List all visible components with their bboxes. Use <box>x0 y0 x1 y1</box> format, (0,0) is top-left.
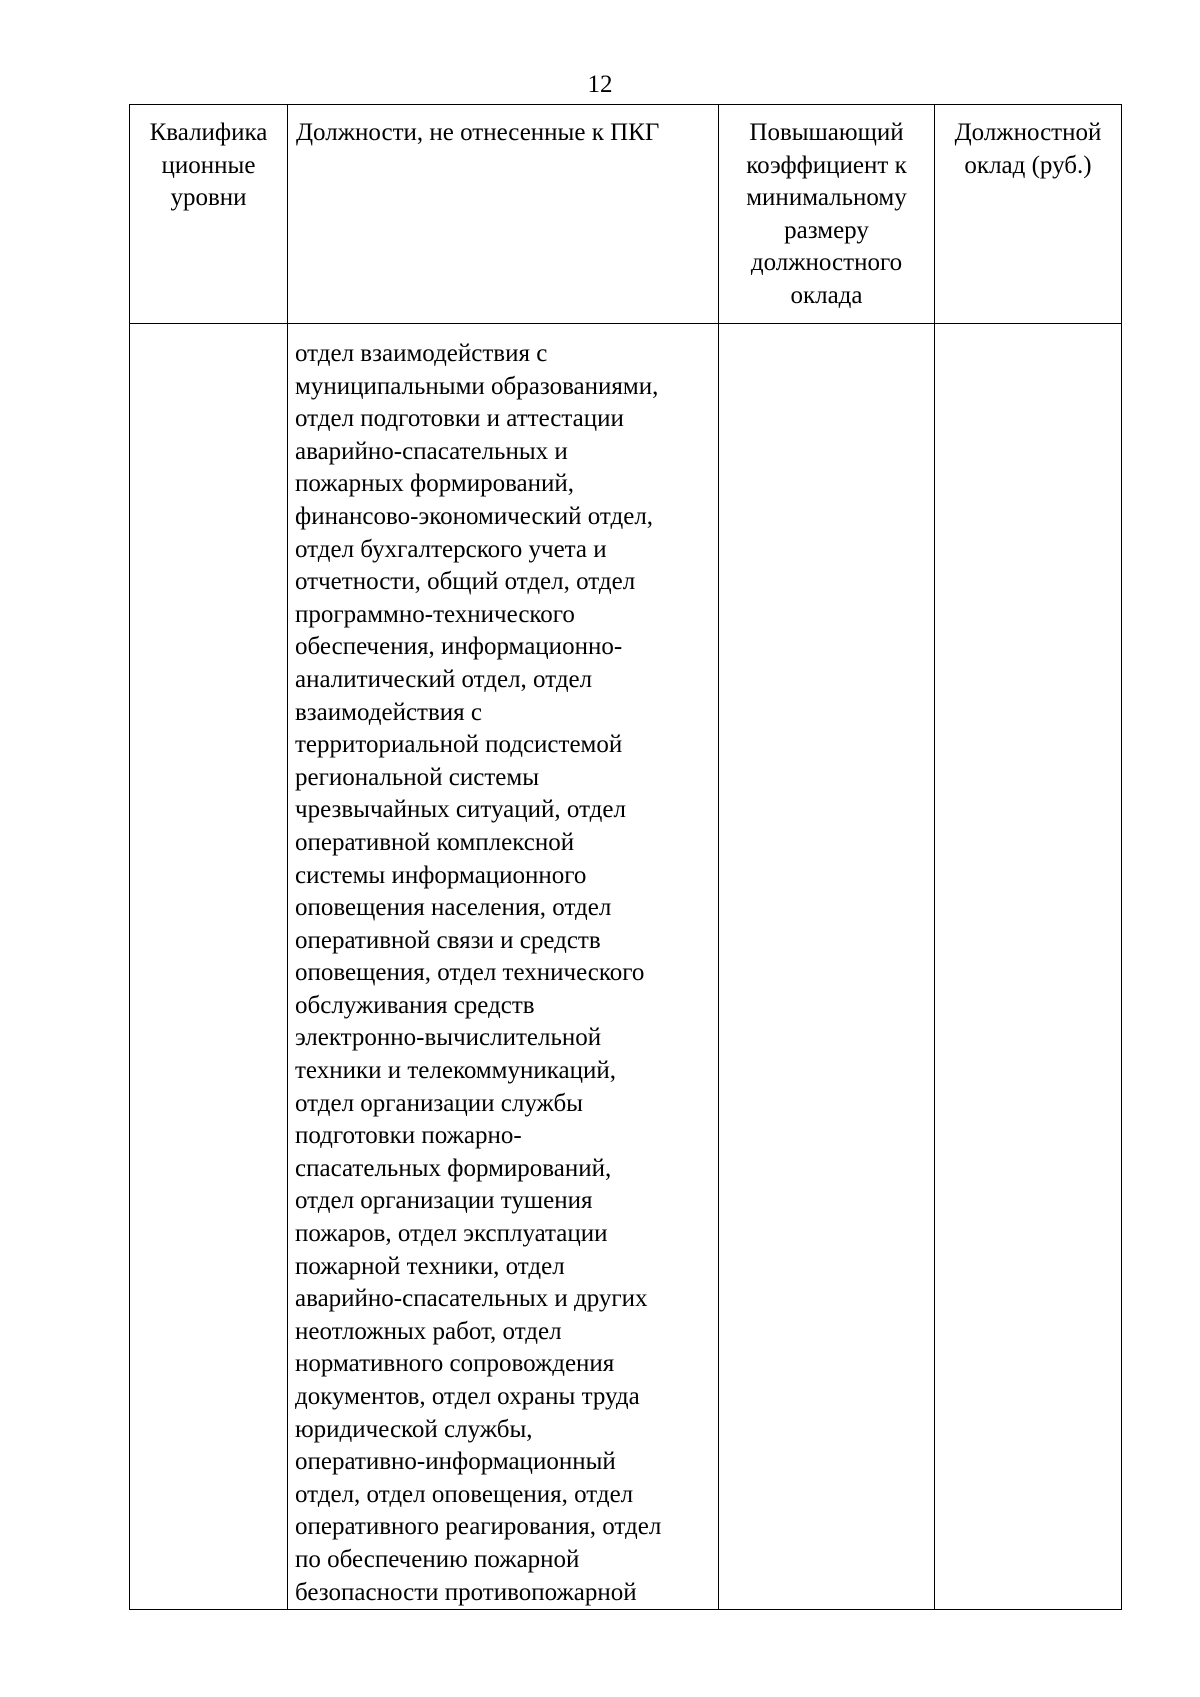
table-header-row <box>130 105 1122 324</box>
positions-line: техники и телекоммуникаций, <box>295 1057 616 1085</box>
cell-positions <box>288 324 719 1610</box>
positions-line: по обеспечению пожарной <box>295 1545 580 1573</box>
positions-line: взаимодействия с <box>295 698 482 726</box>
header-line: размеру <box>784 216 869 244</box>
positions-line: спасательных формирований, <box>295 1154 612 1182</box>
header-line: ционные <box>161 151 256 179</box>
positions-line: оперативного реагирования, отдел <box>295 1513 662 1541</box>
positions-line: отчетности, общий отдел, отдел <box>295 568 636 596</box>
positions-line: территориальной подсистемой <box>295 731 623 759</box>
header-coefficient <box>719 105 935 324</box>
header-line: должностного <box>750 249 903 277</box>
positions-line: отдел взаимодействия с <box>295 340 548 367</box>
positions-line: обеспечения, информационно- <box>295 633 623 661</box>
table-row <box>130 324 1122 1610</box>
cell-coefficient <box>719 324 935 1610</box>
header-cell-text <box>130 105 287 215</box>
header-line: оклада <box>790 281 863 309</box>
positions-line: оповещения, отдел технического <box>295 959 645 987</box>
positions-line: отдел организации службы <box>295 1089 583 1117</box>
header-line: Квалифика <box>149 119 268 146</box>
header-cell-text <box>719 105 934 313</box>
positions-line: электронно-вычислительной <box>295 1024 602 1052</box>
header-line: Должности, не отнесенные к ПКГ <box>296 119 660 146</box>
cell-qualification-level <box>130 324 288 1610</box>
positions-line: отдел подготовки и аттестации <box>295 405 624 433</box>
header-positions <box>288 105 719 324</box>
cell-salary <box>935 324 1122 1610</box>
positions-line: оперативной связи и средств <box>295 926 601 954</box>
positions-line: обслуживания средств <box>295 991 535 1019</box>
positions-line: неотложных работ, отдел <box>295 1317 562 1345</box>
positions-line: оперативной комплексной <box>295 828 575 856</box>
positions-line: чрезвычайных ситуаций, отдел <box>295 796 626 824</box>
positions-line: документов, отдел охраны труда <box>295 1383 640 1410</box>
header-qualification-levels <box>130 105 288 324</box>
header-line: Должностной <box>954 119 1102 146</box>
header-salary <box>935 105 1122 324</box>
positions-line: безопасности противопожарной <box>295 1578 637 1606</box>
positions-line: юридической службы, <box>295 1415 533 1443</box>
header-line: минимальному <box>746 184 907 212</box>
header-line: уровни <box>170 184 247 212</box>
positions-line: региональной системы <box>295 763 540 791</box>
positions-line: подготовки пожарно- <box>295 1122 522 1150</box>
positions-line: нормативного сопровождения <box>295 1350 615 1378</box>
positions-line: пожарной техники, отдел <box>295 1252 565 1280</box>
positions-line: пожарных формирований, <box>295 470 575 498</box>
positions-table <box>129 104 1122 1610</box>
header-line: коэффициент к <box>746 151 907 179</box>
positions-line: отдел бухгалтерского учета и <box>295 535 607 563</box>
header-line: Повышающий <box>749 119 904 146</box>
header-line: оклад (руб.) <box>964 151 1092 179</box>
page-number: 12 <box>587 71 613 98</box>
header-cell-text <box>935 105 1121 182</box>
positions-line: отдел организации тушения <box>295 1187 593 1215</box>
positions-line: аналитический отдел, отдел <box>295 665 593 693</box>
positions-line: системы информационного <box>295 861 587 889</box>
positions-line: пожаров, отдел эксплуатации <box>295 1220 608 1248</box>
positions-line: оповещения населения, отдел <box>295 894 612 922</box>
positions-line: финансово-экономический отдел, <box>295 502 654 530</box>
positions-line: программно-технического <box>295 600 575 628</box>
positions-text <box>288 324 718 1609</box>
positions-line: аварийно-спасательных и других <box>295 1285 648 1313</box>
positions-line: отдел, отдел оповещения, отдел <box>295 1480 634 1508</box>
positions-line: муниципальными образованиями, <box>295 372 659 400</box>
positions-line: аварийно-спасательных и <box>295 437 568 465</box>
positions-line: оперативно-информационный <box>295 1448 616 1476</box>
header-cell-text <box>288 105 718 150</box>
